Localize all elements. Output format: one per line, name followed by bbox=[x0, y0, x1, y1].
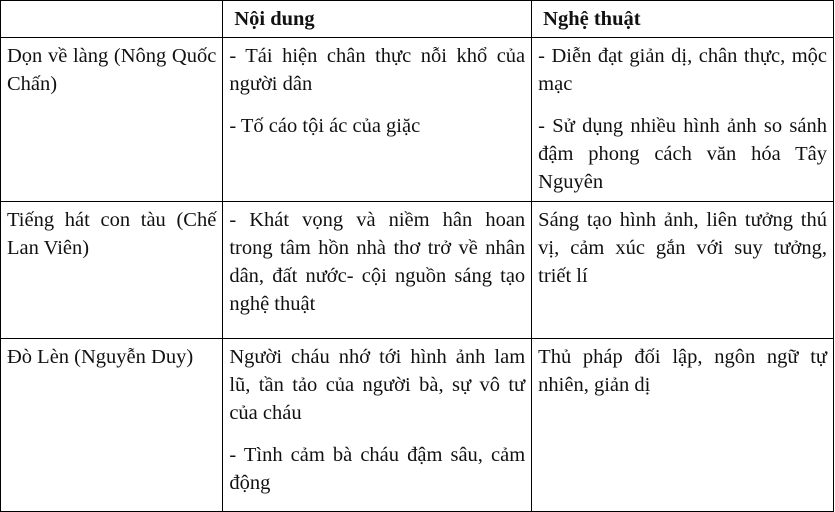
art-paragraph: Sáng tạo hình ảnh, liên tưởng thú vị, cảm xúc gắn với suy tưởng, triết lí bbox=[538, 209, 827, 287]
header-art-cell: Nghệ thuật bbox=[532, 1, 834, 38]
header-work-cell bbox=[1, 1, 223, 38]
content-paragraph: Người cháu nhớ tới hình ảnh lam lũ, tần tảo của người bà, sự vô tư của cháu bbox=[229, 346, 526, 424]
table-header-row bbox=[1, 1, 834, 38]
content-paragraph: - Tình cảm bà cháu đậm sâu, cảm động bbox=[229, 444, 526, 494]
work-title-cell bbox=[1, 339, 223, 512]
work-title: Dọn về làng (Nông Quốc Chấn) bbox=[7, 45, 217, 95]
content-paragraph: - Tố cáo tội ác của giặc bbox=[229, 115, 421, 137]
content-cell bbox=[223, 38, 532, 202]
table-row bbox=[1, 38, 834, 202]
content-paragraph: - Tái hiện chân thực nỗi khổ của người dân bbox=[229, 45, 526, 95]
art-cell bbox=[532, 339, 834, 512]
work-title-cell bbox=[1, 38, 223, 202]
art-paragraph: - Diễn đạt giản dị, chân thực, mộc mạc bbox=[538, 45, 827, 95]
work-title: Tiếng hát con tàu (Chế Lan Viên) bbox=[7, 209, 217, 259]
art-paragraph: - Sử dụng nhiều hình ảnh so sánh đậm phong cách văn hóa Tây Nguyên bbox=[538, 115, 827, 193]
art-cell bbox=[532, 202, 834, 339]
header-content-cell: Nội dung bbox=[223, 1, 532, 38]
work-title-cell bbox=[1, 202, 223, 339]
art-paragraph: Thủ pháp đối lập, ngôn ngữ tự nhiên, giản dị bbox=[538, 346, 827, 396]
table-row bbox=[1, 339, 834, 512]
content-cell bbox=[223, 339, 532, 512]
content-paragraph: - Khát vọng và niềm hân hoan trong tâm hồn nhà thơ trở về nhân dân, đất nước- cội nguồn sáng tạo nghệ thuật bbox=[229, 209, 526, 315]
work-title: Đò Lèn (Nguyễn Duy) bbox=[7, 346, 194, 368]
table-row bbox=[1, 202, 834, 339]
art-cell bbox=[532, 38, 834, 202]
content-cell bbox=[223, 202, 532, 339]
